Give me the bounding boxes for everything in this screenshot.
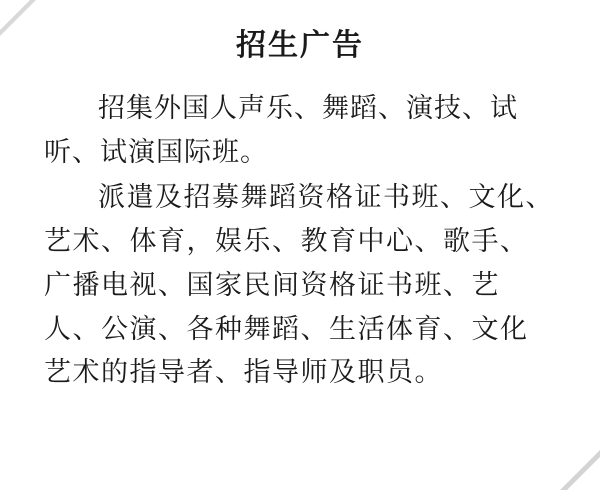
bottom-right-fold-inner — [567, 457, 600, 490]
page-title: 招生广告 — [236, 28, 364, 63]
paragraph-1: 招集外国人声乐、舞蹈、演技、试听、试演国际班。 — [44, 93, 518, 168]
paragraph-2: 派遣及招募舞蹈资格证书班、文化、艺术、体育，娱乐、教育中心、歌手、广播电视、国家民间资格证书班、艺人、公演、各种舞蹈、生活体育、文化艺术的指导者、指导师及职员。 — [44, 182, 554, 389]
